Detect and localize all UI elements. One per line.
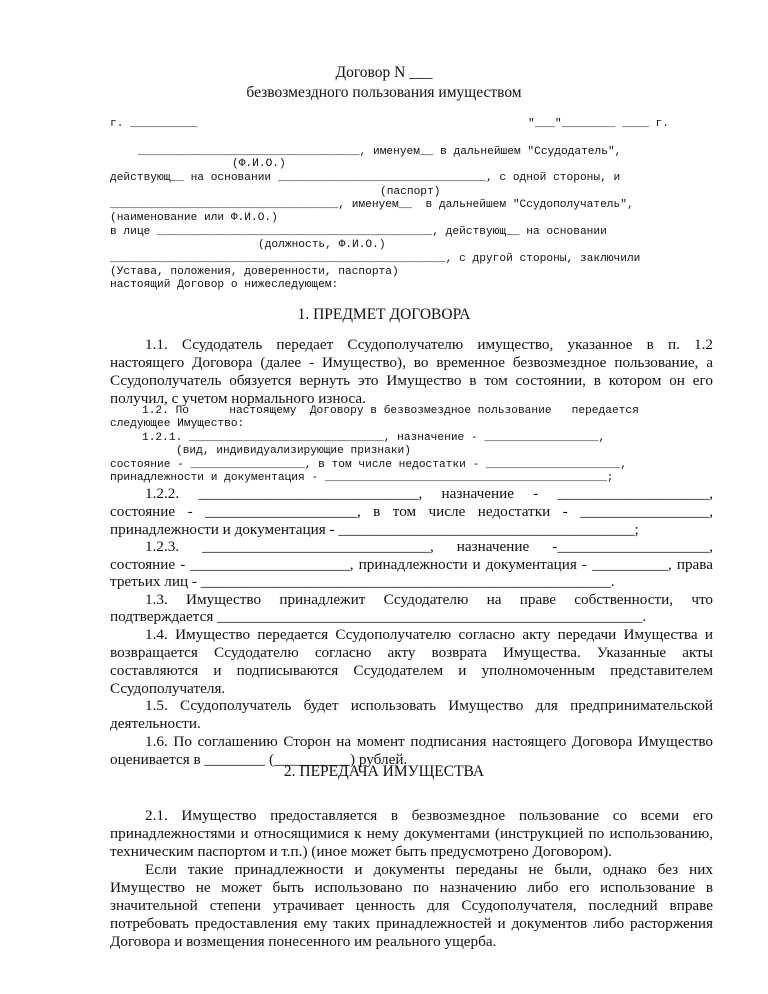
header-line: г. __________ xyxy=(110,118,198,130)
clause-line: 1.2.2. _____________________________, назначение - ____________________, xyxy=(145,485,713,502)
clause-line: 1.2.1. _____________________________, назначение - _________________, xyxy=(142,432,606,444)
header-line: в лице _________________________________________, действующ__ на основании xyxy=(110,226,607,238)
section-1-title: 1. ПРЕДМЕТ ДОГОВОРА xyxy=(297,306,471,323)
header-line: настоящий Договор о нижеследующем: xyxy=(110,279,339,291)
clause-line: 1.6. По соглашению Сторон на момент подписания настоящего Договора Имущество xyxy=(145,733,713,750)
header-line: "___"________ ____ г. xyxy=(528,118,669,130)
clause-line: оценивается в ________ (__________) рублей. xyxy=(110,751,408,768)
document-subtitle: безвозмездного пользования имуществом xyxy=(246,84,522,101)
header-line: действующ__ на основании _______________________________, с одной стороны, и xyxy=(110,172,621,184)
clause-line: Имущество не может быть использовано по назначению либо его использование в xyxy=(110,879,713,896)
clause-line: принадлежностями и относящимися к нему документами (инструкцией по использованию, xyxy=(110,825,713,842)
header-line: (наименование или Ф.И.О.) xyxy=(110,212,278,224)
clause-line: деятельности. xyxy=(110,715,201,732)
clause-line: состояние - _____________________, принадлежности и документация - __________, права xyxy=(110,556,713,573)
clause-1-1-line: Ссудополучатель обязуется вернуть это Имущество в том состоянии, в котором он его xyxy=(110,372,713,389)
clause-1-1-line: 1.1. Ссудодатель передает Ссудополучателю имущество, указанное в п. 1.2 xyxy=(145,336,713,353)
clause-line: 1.2.3. ______________________________, назначение -____________________, xyxy=(145,538,713,555)
clause-line: 1.4. Имущество передается Ссудополучателю согласно акту передачи Имущества и xyxy=(145,626,713,643)
clause-line: Договора и возмещения понесенного им реального ущерба. xyxy=(110,933,497,950)
clause-line: третьих лиц - ______________________________________________________. xyxy=(110,573,615,590)
clause-line: значительной степени утрачивает ценность для Ссудополучателя, последний вправе xyxy=(110,897,713,914)
header-line: __________________________________________________, с другой стороны, заключили xyxy=(110,253,641,265)
header-line: _________________________________, именуем__ в дальнейшем "Ссудодатель", xyxy=(138,146,622,158)
clause-line: состояние - ____________________, в том числе недостатки - _________________, xyxy=(110,503,713,520)
header-line: (Устава, положения, доверенности, паспорта) xyxy=(110,266,399,278)
header-line: __________________________________, именуем__ в дальнейшем "Ссудополучатель", xyxy=(110,199,634,211)
clause-line: подтверждается ________________________________________________________. xyxy=(110,608,647,625)
clause-line: потребовать предоставления ему таких принадлежностей и документов либо расторжения xyxy=(110,915,713,932)
clause-1-1-line: получил, с учетом нормального износа. xyxy=(110,390,366,407)
clause-line: 1.5. Ссудополучатель будет использовать Имущество для предпринимательской xyxy=(145,697,713,714)
clause-line: (вид, индивидуализирующие признаки) xyxy=(176,445,411,457)
clause-line: 1.3. Имущество принадлежит Ссудодателю на праве собственности, что xyxy=(145,591,713,608)
header-line: (Ф.И.О.) xyxy=(232,158,286,170)
clause-line: 2.1. Имущество предоставляется в безвозмездное пользование со всеми его xyxy=(145,807,713,824)
clause-line: возвращается Ссудодателю согласно акту возврата Имущества. Указанные акты xyxy=(110,644,713,661)
clause-1-1-line: настоящего Договора (далее - Имущество), во временное безвозмездное пользование, а xyxy=(110,354,713,371)
clause-line: следующее Имущество: xyxy=(110,418,245,430)
clause-line: техническим паспортом и т.п.) (иное может быть предусмотрено Договором). xyxy=(110,843,612,860)
clause-line: Если такие принадлежности и документы переданы не были, однако без них xyxy=(145,861,713,878)
clause-line: состояние - _________________, в том числе недостатки - ____________________, xyxy=(110,459,627,471)
clause-line: составляются и подписываются Ссудодателем и уполномоченным представителем xyxy=(110,662,713,679)
clause-line: принадлежности и документация - _______________________________________; xyxy=(110,521,639,538)
document-title: Договор N ___ xyxy=(335,64,433,81)
clause-line: Ссудополучателя. xyxy=(110,680,226,697)
section-2-title: 2. ПЕРЕДАЧА ИМУЩЕСТВА xyxy=(283,763,485,780)
clause-line: 1.2. По настоящему Договору в безвозмездное пользование передается xyxy=(142,405,639,417)
header-line: (паспорт) xyxy=(380,186,441,198)
clause-line: принадлежности и документация - __________________________________________; xyxy=(110,472,614,484)
header-line: (должность, Ф.И.О.) xyxy=(258,239,386,251)
